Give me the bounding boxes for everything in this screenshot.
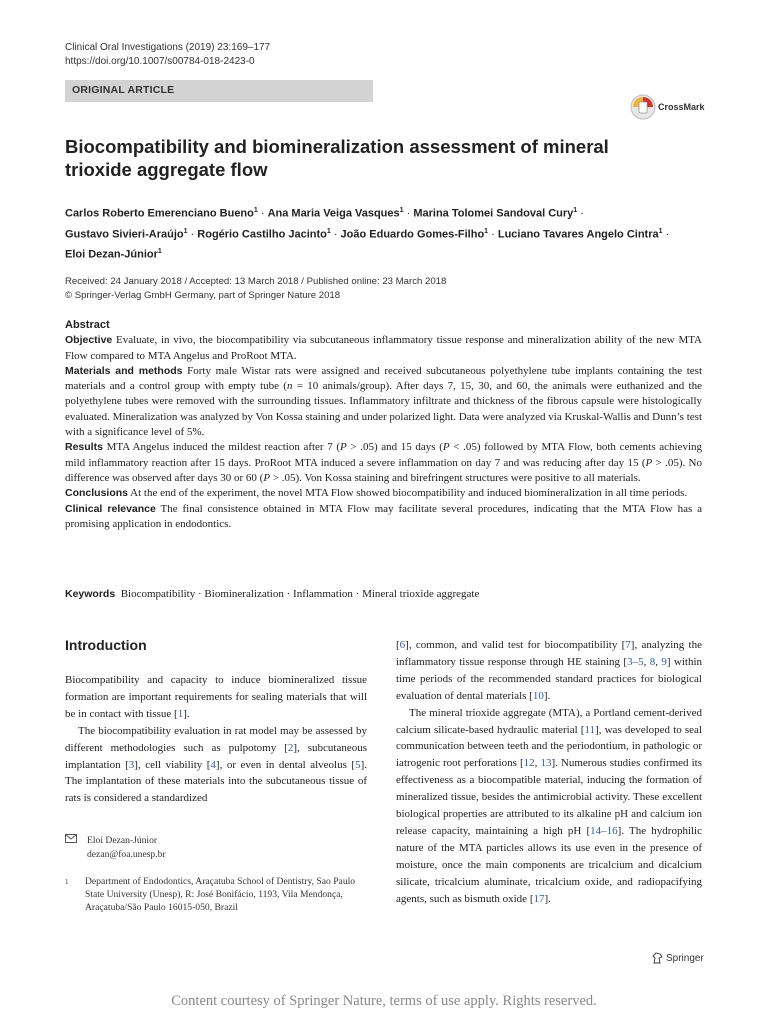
author-name[interactable]: Eloi Dezan-Júnior xyxy=(65,248,158,261)
results-text: < .05) followed by MTA Flow, both cements achieving mild inflammatory reaction after 15 days. ProRoot MTA induced a severe inflammation on day 7 and was reducing after day 15 ( xyxy=(65,441,702,469)
paragraph-text: ]. The hydrophilic nature of the MTA particles allows its use even in the presence of moisture, once the main components are tricalcium and dicalcium silicate, tricalcium aluminate, tricalcium oxide, and radiopacifying agents, such as bismuth oxide [ xyxy=(396,824,702,905)
crossmark-icon xyxy=(630,94,656,120)
citation-link[interactable]: 2 xyxy=(287,741,294,754)
author-affiliation-mark: 1 xyxy=(658,227,663,235)
methods-n-symbol: n xyxy=(286,380,293,393)
crossmark-badge[interactable] xyxy=(630,93,705,121)
paragraph-text: ], or even in dental alveolus [ xyxy=(215,758,356,771)
author-affiliation-mark: 1 xyxy=(157,248,162,256)
citation-link[interactable]: 8 xyxy=(649,655,656,668)
corresponding-author xyxy=(65,834,166,861)
corresponding-name: Eloi Dezan-Júnior xyxy=(87,835,158,846)
author-name[interactable]: Rogério Castilho Jacinto xyxy=(197,228,327,241)
abstract-results xyxy=(65,440,702,486)
objective-label: Objective xyxy=(65,334,113,347)
keyword: Mineral trioxide aggregate xyxy=(362,588,480,600)
paragraph-text: The mineral trioxide aggregate (MTA), a Portland cement-derived calcium silicate-based hydraulic material [ xyxy=(396,706,702,736)
abstract-clinical-relevance xyxy=(65,502,702,533)
keywords: Keywords Biocompatibility · Biomineralization · Inflammation · Mineral trioxide aggregate xyxy=(65,588,480,600)
author-affiliation-mark: 1 xyxy=(573,207,578,214)
p-symbol: P xyxy=(442,441,450,454)
paragraph-text: ] within time periods of the recommended standard practices for biological evaluation of dental materials [ xyxy=(396,655,703,702)
citation-link[interactable]: 10 xyxy=(532,689,544,702)
doi-link[interactable]: https://doi.org/10.1007/s00784-018-2423-0 xyxy=(65,56,255,67)
author-affiliation-mark: 1 xyxy=(253,207,258,214)
article-type-label: ORIGINAL ARTICLE xyxy=(72,84,175,96)
courtesy-notice: Content courtesy of Springer Nature, terms of use apply. Rights reserved. xyxy=(171,993,597,1009)
methods-label: Materials and methods xyxy=(65,364,183,377)
author-affiliation-mark: 1 xyxy=(399,207,404,214)
results-text: > .05). Von Kossa staining and birefringent structures were positive to all materials. xyxy=(270,471,641,484)
history-dates: Received: 24 January 2018 / Accepted: 13 March 2018 / Published online: 23 March 2018 xyxy=(65,276,447,287)
paragraph-text: ], was developed to seal communication between teeth and the periodontium, in pathologic or iatrogenic root perforations [ xyxy=(396,723,702,770)
objective-text: Evaluate, in vivo, the biocompatibility via subcutaneous inflammatory tissue response and mineralization ability of the new MTA Flow compared to MTA Angelus and ProRoot MTA. xyxy=(65,334,703,362)
paragraph: The mineral trioxide aggregate (MTA), a Portland cement-derived calcium silicate-based hydraulic material [11], was developed to seal communication between teeth and the periodontium, in pathologic or iatrogenic root perforations [12, 13]. Numerous studies confirmed its effectiveness as a biocompatible material, inducing the formation of mineralized tissue, besides the antimicrobial activity. These excellent biological properties are attributed to its alkaline pH and calcium ion release capacity, maintaining a high pH [14–16]. The hydrophilic nature of the MTA particles allows its use even in the presence of moisture, once the main components are tricalcium and dicalcium silicate, tricalcium aluminate, tricalcium oxide, and radiopacifying agents, such as bismuth oxide [17]. xyxy=(396,706,702,905)
abstract-heading: Abstract xyxy=(65,319,110,331)
relevance-text: The final consistence obtained in MTA Flow may facilitate several procedures, indicating that the MTA Flow has a promising application in endodontics. xyxy=(65,502,702,530)
keyword: Biocompatibility xyxy=(120,588,196,600)
conclusions-text: At the end of the experiment, the novel MTA Flow showed biocompatibility and induced biomineralization in all time periods. xyxy=(130,487,688,500)
envelope-icon xyxy=(65,834,77,843)
paragraph-text: Biocompatibility and capacity to induce biomineralized tissue formation are important requirements for sealing materials that will be in contact with tissue [ xyxy=(65,674,367,720)
methods-text: Forty male Wistar rats were assigned and received subcutaneous polyethylene tube implants containing the test materials and a control group with empty tube ( xyxy=(65,364,703,393)
p-symbol: P xyxy=(645,456,653,469)
author-name[interactable]: Marina Tolomei Sandoval Cury xyxy=(413,207,574,220)
introduction-heading: Introduction xyxy=(65,637,147,653)
author-name[interactable]: Luciano Tavares Angelo Cintra xyxy=(497,228,659,241)
citation-link[interactable]: 6 xyxy=(399,639,406,651)
paragraph-text: ], analyzing the inflammatory tissue response through HE staining [ xyxy=(396,639,702,668)
author-name[interactable]: João Eduardo Gomes-Filho xyxy=(340,228,485,241)
results-label: Results xyxy=(65,441,103,454)
paragraph-text: ]. xyxy=(183,707,190,720)
author-list: Carlos Roberto Emerenciano Bueno$^1$ · Ana Maria Veiga Vasques$^1$ · Marina Tolomei Sandoval Cury$^1$ · Gustavo Sivieri-Araújo$^1$ · Rogério Castilho Jacinto$^1$ · João Eduardo Gomes-Filho$^1$ · Luciano Tavares Angelo Cintra$^1$ · Eloi Dezan-Júnior$^1$ xyxy=(65,207,670,261)
affiliation xyxy=(65,876,365,914)
author-affiliation-mark: 1 xyxy=(326,227,331,235)
citation-link[interactable]: 17 xyxy=(533,892,545,905)
citation-link[interactable]: 1 xyxy=(177,707,184,720)
methods-text-cont: = 10 animals/group). After days 7, 15, 30, and 60, the animals were euthanized and the polyethylene tubes were removed with the surrounding tissues. Inflammatory infiltrate and thickness of the fibrous capsule were histologically evaluated. Mineralization was analyzed by Von Kossa staining and under polarized light. Data were analyzed via Kruskal-Wallis and Dunn’s test with a significance level of 5%. xyxy=(65,380,703,439)
paragraph xyxy=(65,672,367,723)
article-type-banner xyxy=(65,80,373,102)
article-title: Biocompatibility and biomineralization assessment of mineral trioxide aggregate flow xyxy=(65,136,609,180)
citation-link[interactable]: 7 xyxy=(625,639,631,651)
citation-link[interactable]: 12 xyxy=(523,757,535,770)
citation-link[interactable]: 13 xyxy=(540,757,552,770)
paragraph-text: [ xyxy=(396,639,400,651)
journal-header xyxy=(65,41,270,69)
abstract-methods xyxy=(65,364,702,440)
publisher-logo xyxy=(652,952,704,964)
publisher-name: Springer xyxy=(666,952,704,964)
relevance-label: Clinical relevance xyxy=(65,502,156,515)
abstract-section xyxy=(65,318,702,532)
citation-link[interactable]: 11 xyxy=(584,723,596,736)
paragraph-text: ], cell viability [ xyxy=(134,758,211,771)
results-text: > .05) and 15 days ( xyxy=(346,441,443,454)
author-name[interactable]: Ana Maria Veiga Vasques xyxy=(267,207,400,220)
column-right xyxy=(396,637,702,908)
p-symbol: P xyxy=(263,471,271,484)
paragraph: [6], common, and valid test for biocompatibility [7], analyzing the inflammatory tissue response through HE staining [3–5, 8, 9] within time periods of the recommended standard practices for biological evaluation of dental materials [10]. xyxy=(396,639,703,702)
author-affiliation-mark: 1 xyxy=(484,227,489,235)
citation-link[interactable]: 9 xyxy=(661,655,667,668)
publication-dates xyxy=(65,275,665,303)
citation-link[interactable]: 4 xyxy=(210,758,216,771)
paragraph-text: ]. The implantation of these materials into the subcutaneous tissue of rats is considered a standardized xyxy=(65,758,367,805)
abstract-objective xyxy=(65,333,702,364)
crossmark-label: CrossMark xyxy=(658,102,705,112)
springer-horse-icon xyxy=(652,952,663,964)
keywords-label: Keywords xyxy=(65,588,116,600)
paragraph-text: ], subcutaneous implantation [ xyxy=(65,741,367,771)
results-text: MTA Angelus induced the mildest reaction after 7 ( xyxy=(106,441,341,454)
paragraph-text: ]. Numerous studies confirmed its effectiveness as a biocompatible material, inducing the formation of mineralized tissue, besides the antimicrobial activity. These excellent biological properties are attributed to its alkaline pH and calcium ion release capacity, maintaining a high pH [ xyxy=(396,757,702,837)
corresponding-email[interactable]: dezan@foa.unesp.br xyxy=(87,848,166,860)
author-affiliation-mark: 1 xyxy=(183,227,188,235)
citation-link[interactable]: 5 xyxy=(355,758,361,771)
citation-link[interactable]: 3 xyxy=(128,758,135,771)
citation-link[interactable]: 3–5 xyxy=(627,655,644,668)
paragraph xyxy=(65,723,367,808)
results-text: > .05). No difference was observed after days 30 or 60 ( xyxy=(65,456,703,484)
affiliation-text: Department of Endodontics, Araçatuba School of Dentistry, Sao Paulo State University (Unesp), R: José Bonifácio, 1193, Vila Mendonça, Araçatuba/São Paulo 16015-050, Brazil xyxy=(85,876,356,913)
author-name[interactable]: Gustavo Sivieri-Araújo xyxy=(65,228,184,241)
paragraph-text: ]. xyxy=(544,892,551,905)
paragraph-text: The biocompatibility evaluation in rat model may be assessed by different methodologies such as pulpotomy [ xyxy=(65,724,367,754)
paragraph-text: ]. xyxy=(543,689,551,702)
keyword: Biomineralization xyxy=(204,588,284,600)
paragraph-text: ], common, and valid test for biocompatibility [ xyxy=(405,639,626,651)
journal-citation: Clinical Oral Investigations (2019) 23:169–177 xyxy=(65,42,271,53)
affiliation-number: 1 xyxy=(65,878,69,886)
conclusions-label: Conclusions xyxy=(65,487,129,500)
column-left xyxy=(65,672,367,807)
copyright-line: © Springer-Verlag GmbH Germany, part of Springer Nature 2018 xyxy=(65,290,341,301)
author-name[interactable]: Carlos Roberto Emerenciano Bueno xyxy=(65,207,254,220)
abstract-conclusions xyxy=(65,486,702,501)
p-symbol: P xyxy=(340,441,347,454)
keyword: Inflammation xyxy=(293,588,353,600)
citation-link[interactable]: 14–16 xyxy=(590,824,618,837)
